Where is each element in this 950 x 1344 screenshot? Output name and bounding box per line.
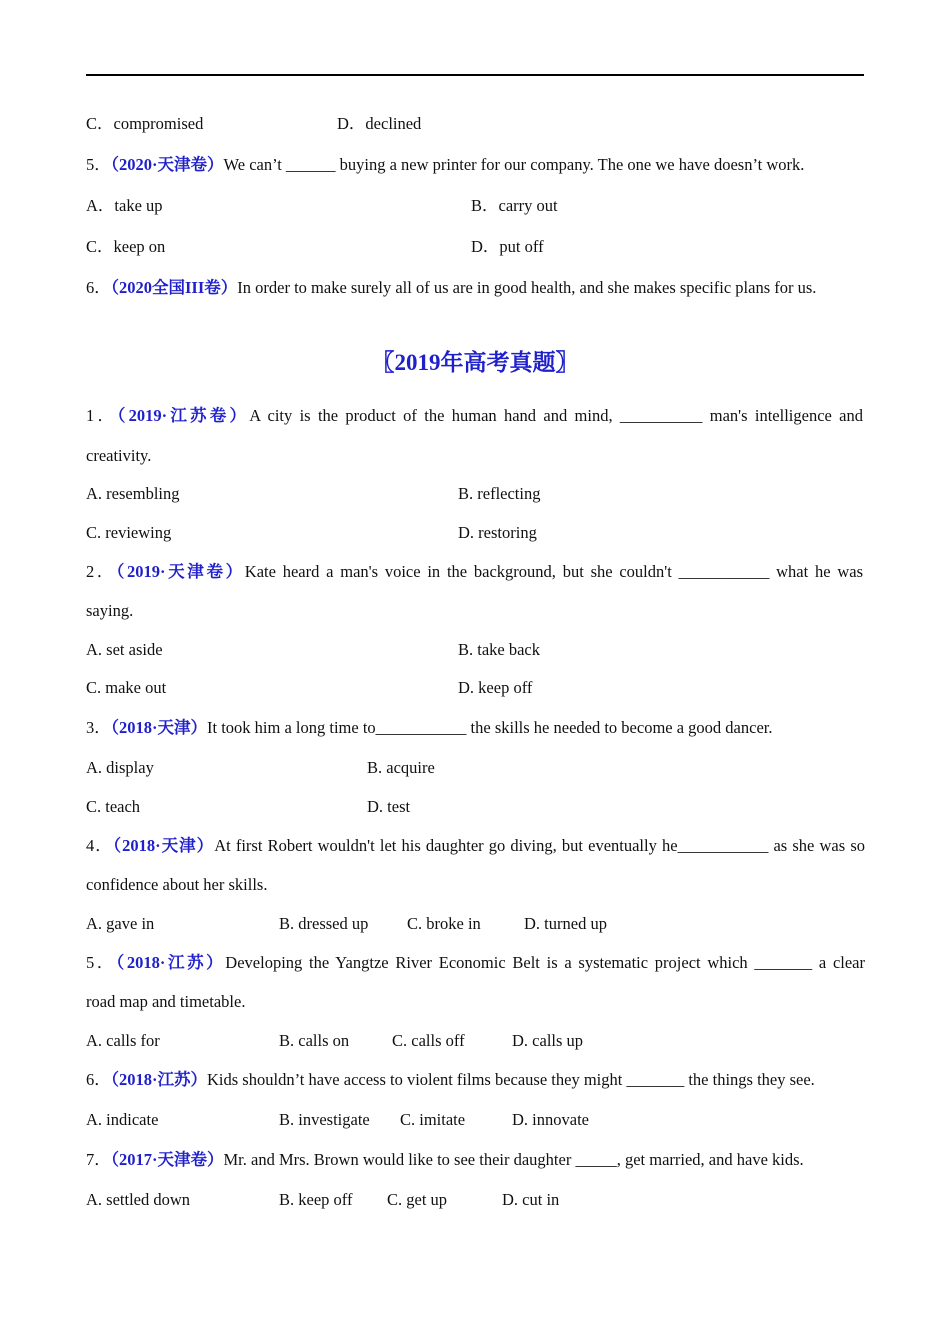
option-c: C．compromised [86,114,204,133]
question-continuation: creativity. [86,446,152,465]
option-b: B. acquire [367,758,435,777]
option-a: A. display [86,758,154,777]
option-b: B. investigate [279,1110,370,1129]
question-2 [86,562,863,582]
question-text: We can’t ______ buying a new printer for our company. The one we have doesn’t work. [223,155,805,174]
option-c: C. make out [86,678,167,697]
question-source: （2018·天津） [110,718,208,737]
option-c: C. reviewing [86,523,172,542]
question-number: 7． [86,1150,111,1169]
question-text: At first Robert wouldn't let his daughter go diving, but eventually he___________ as she was so [214,836,865,855]
question-2020-5 [86,155,804,175]
option-c: C. get up [387,1190,448,1209]
option-a: A. set aside [86,640,163,659]
question-2020-6 [86,278,816,298]
question-continuation: confidence about her skills. [86,875,268,894]
option-c: C. imitate [400,1110,466,1129]
question-number: 3． [86,718,111,737]
option-c: C．keep on [86,237,166,256]
option-c: C. calls off [392,1031,465,1050]
option-d: D. calls up [512,1031,584,1050]
option-d: D. turned up [524,914,607,933]
question-5 [86,953,865,973]
question-4 [86,836,865,856]
option-c: C. broke in [407,914,481,933]
question-text: Mr. and Mrs. Brown would like to see their daughter _____, get married, and have kids. [223,1150,804,1169]
option-d: D. test [367,797,411,816]
question-number: 6． [86,278,111,297]
question-source: （2019·天津卷） [116,562,245,581]
option-a: A. gave in [86,914,155,933]
question-source: （2018·江苏） [115,953,226,972]
question-number: 5． [86,953,116,972]
option-a: A. indicate [86,1110,159,1129]
question-source: （2018·江苏） [110,1070,208,1089]
question-1 [86,406,863,426]
question-number: 6． [86,1070,111,1089]
question-text: Developing the Yangtze River Economic Belt is a systematic project which _______ a clear [225,953,865,972]
question-text: It took him a long time to___________ the skills he needed to become a good dancer. [207,718,773,737]
option-b: B．carry out [471,196,558,215]
question-3 [86,718,772,738]
question-text: In order to make surely all of us are in good health, and she makes specific plans for us. [237,278,817,297]
section-title: 〖2019年高考真题〗 [371,350,579,375]
option-d: D. cut in [502,1190,560,1209]
option-b: B. keep off [279,1190,353,1209]
question-source: （2020·天津卷） [110,155,224,174]
question-source: （2019·江苏卷） [117,406,250,425]
option-a: A．take up [86,196,163,215]
option-a: A. resembling [86,484,180,503]
question-continuation: road map and timetable. [86,992,246,1011]
question-text: Kate heard a man's voice in the background, but she couldn't ___________ what he was [244,562,863,581]
header-rule [86,74,864,76]
question-number: 1． [86,406,118,425]
option-d: D. keep off [458,678,533,697]
question-source: （2017·天津卷） [110,1150,224,1169]
option-b: B. dressed up [279,914,369,933]
question-number: 4． [86,836,113,855]
option-d: D．declined [337,114,422,133]
option-d: D. innovate [512,1110,589,1129]
question-number: 5． [86,155,111,174]
question-7 [86,1150,804,1170]
question-text: A city is the product of the human hand and mind, __________ man's intelligence and [249,406,864,425]
question-continuation: saying. [86,601,134,620]
question-number: 2． [86,562,117,581]
question-source: （2018·天津） [112,836,215,855]
option-b: B. calls on [279,1031,350,1050]
option-a: A. calls for [86,1031,160,1050]
option-d: D．put off [471,237,544,256]
option-a: A. settled down [86,1190,191,1209]
question-text: Kids shouldn’t have access to violent films because they might _______ the things they see. [207,1070,815,1089]
option-b: B. reflecting [458,484,541,503]
option-c: C. teach [86,797,141,816]
option-b: B. take back [458,640,541,659]
option-d: D. restoring [458,523,537,542]
question-source: （2020全国III卷） [110,278,238,297]
question-6 [86,1070,815,1090]
